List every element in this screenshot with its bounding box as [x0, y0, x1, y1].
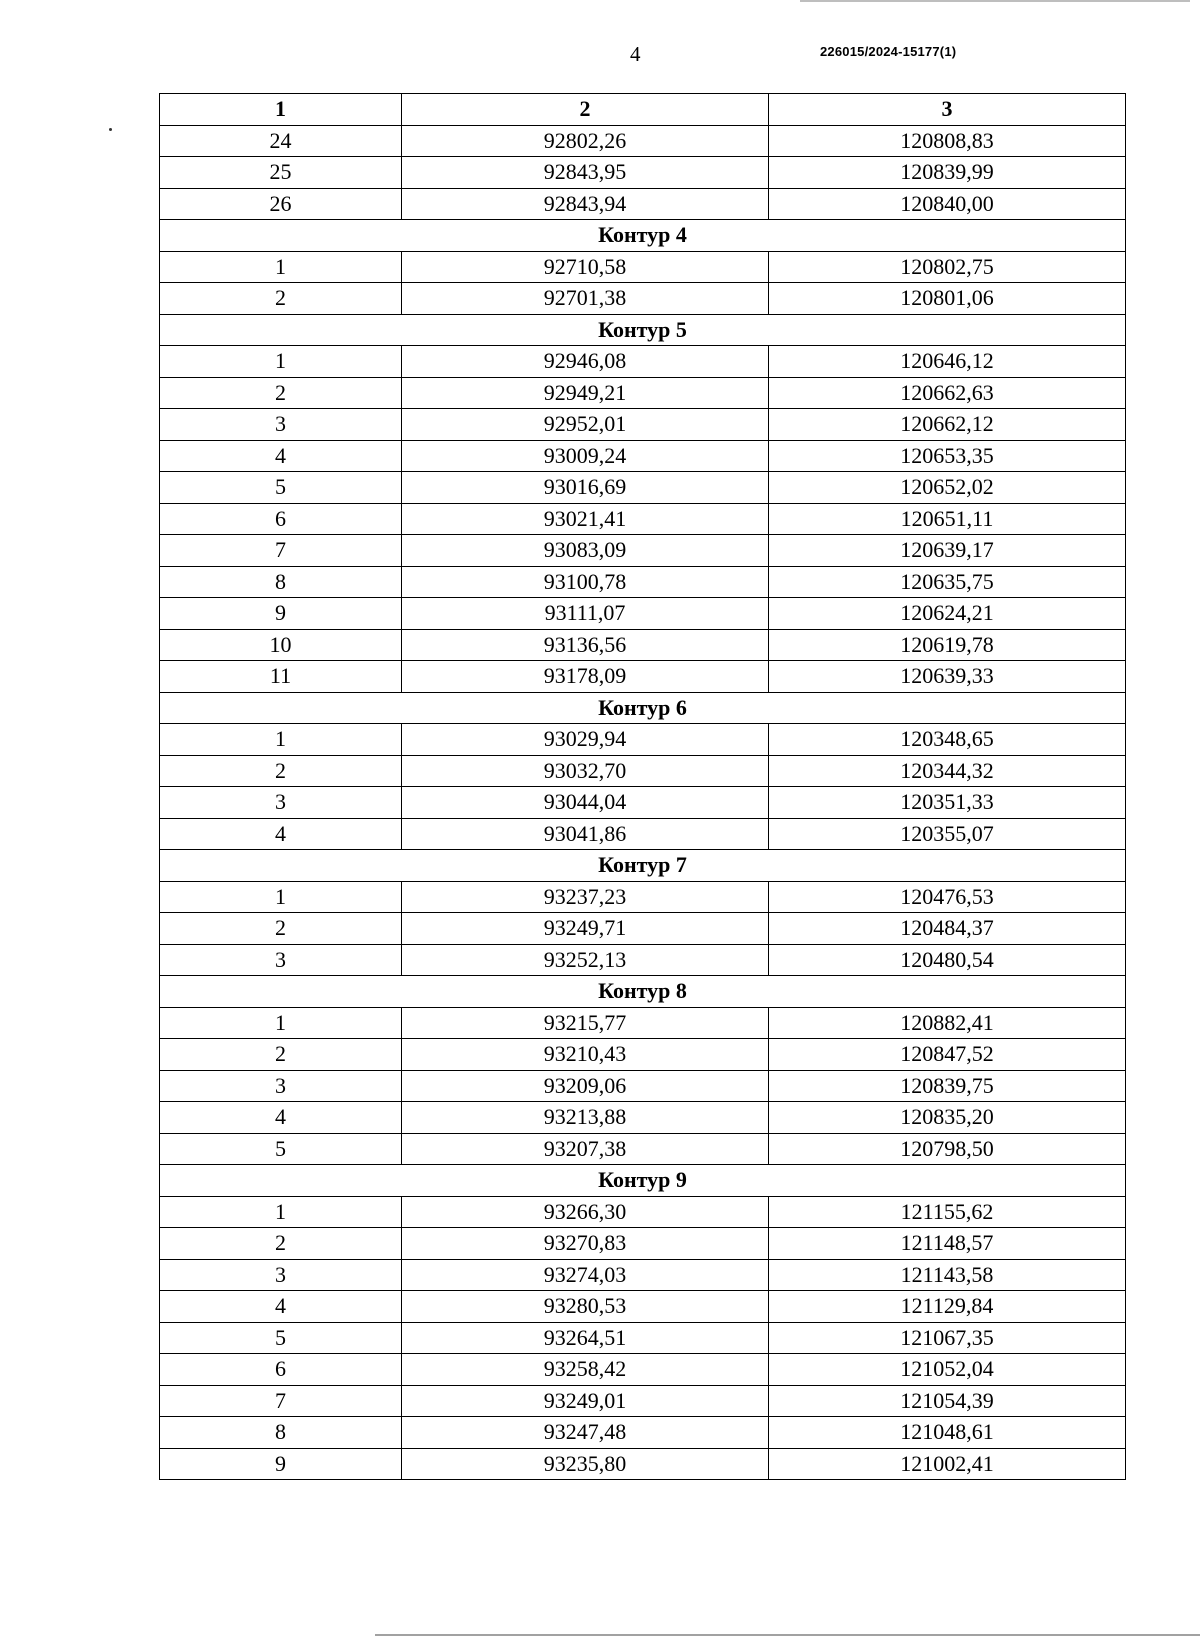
- table-row: [160, 1291, 1126, 1323]
- point-number-cell: 1: [160, 346, 402, 378]
- contour-header-row: [160, 850, 1126, 882]
- x-coordinate-cell: 93021,41: [402, 503, 769, 535]
- point-number-cell: 3: [160, 787, 402, 819]
- y-coordinate-cell: 121129,84: [769, 1291, 1126, 1323]
- point-number-cell: 3: [160, 944, 402, 976]
- point-number-cell: 4: [160, 1291, 402, 1323]
- point-number-cell: 9: [160, 598, 402, 630]
- y-coordinate-cell: 120480,54: [769, 944, 1126, 976]
- y-coordinate-cell: 120624,21: [769, 598, 1126, 630]
- table-row: [160, 818, 1126, 850]
- y-coordinate-cell: 121048,61: [769, 1417, 1126, 1449]
- table-row: [160, 472, 1126, 504]
- table-row: [160, 503, 1126, 535]
- table-row: [160, 944, 1126, 976]
- x-coordinate-cell: 93207,38: [402, 1133, 769, 1165]
- table-row: [160, 1385, 1126, 1417]
- point-number-cell: 4: [160, 440, 402, 472]
- table-row: [160, 1417, 1126, 1449]
- y-coordinate-cell: 120839,75: [769, 1070, 1126, 1102]
- x-coordinate-cell: 93280,53: [402, 1291, 769, 1323]
- table-row: [160, 1259, 1126, 1291]
- point-number-cell: 5: [160, 1322, 402, 1354]
- x-coordinate-cell: 93270,83: [402, 1228, 769, 1260]
- table-row: [160, 535, 1126, 567]
- point-number-cell: 26: [160, 188, 402, 220]
- table-row: [160, 724, 1126, 756]
- x-coordinate-cell: 93009,24: [402, 440, 769, 472]
- table-body: [160, 125, 1126, 1480]
- x-coordinate-cell: 93215,77: [402, 1007, 769, 1039]
- y-coordinate-cell: 120801,06: [769, 283, 1126, 315]
- x-coordinate-cell: 93083,09: [402, 535, 769, 567]
- contour-label: Контур 7: [160, 850, 1126, 882]
- x-coordinate-cell: 93258,42: [402, 1354, 769, 1386]
- contour-header-row: [160, 976, 1126, 1008]
- point-number-cell: 1: [160, 1196, 402, 1228]
- coordinates-table-container: [159, 93, 1125, 1480]
- table-row: [160, 629, 1126, 661]
- point-number-cell: 1: [160, 251, 402, 283]
- y-coordinate-cell: 121054,39: [769, 1385, 1126, 1417]
- contour-label: Контур 8: [160, 976, 1126, 1008]
- y-coordinate-cell: 120662,63: [769, 377, 1126, 409]
- x-coordinate-cell: 93264,51: [402, 1322, 769, 1354]
- table-row: [160, 787, 1126, 819]
- table-row: [160, 1007, 1126, 1039]
- point-number-cell: 7: [160, 535, 402, 567]
- y-coordinate-cell: 121067,35: [769, 1322, 1126, 1354]
- y-coordinate-cell: 121143,58: [769, 1259, 1126, 1291]
- table-row: [160, 755, 1126, 787]
- y-coordinate-cell: 120847,52: [769, 1039, 1126, 1071]
- contour-label: Контур 5: [160, 314, 1126, 346]
- table-row: [160, 1354, 1126, 1386]
- y-coordinate-cell: 120351,33: [769, 787, 1126, 819]
- y-coordinate-cell: 120344,32: [769, 755, 1126, 787]
- table-row: [160, 1322, 1126, 1354]
- y-coordinate-cell: 120662,12: [769, 409, 1126, 441]
- y-coordinate-cell: 120639,17: [769, 535, 1126, 567]
- table-row: [160, 913, 1126, 945]
- y-coordinate-cell: 121002,41: [769, 1448, 1126, 1480]
- x-coordinate-cell: 93247,48: [402, 1417, 769, 1449]
- point-number-cell: 6: [160, 1354, 402, 1386]
- point-number-cell: 9: [160, 1448, 402, 1480]
- y-coordinate-cell: 120355,07: [769, 818, 1126, 850]
- point-number-cell: 25: [160, 157, 402, 189]
- table-row: [160, 1133, 1126, 1165]
- point-number-cell: 1: [160, 1007, 402, 1039]
- x-coordinate-cell: 93249,01: [402, 1385, 769, 1417]
- x-coordinate-cell: 92710,58: [402, 251, 769, 283]
- page-number: 4: [630, 42, 641, 66]
- y-coordinate-cell: 120484,37: [769, 913, 1126, 945]
- x-coordinate-cell: 93136,56: [402, 629, 769, 661]
- point-number-cell: 7: [160, 1385, 402, 1417]
- table-row: [160, 566, 1126, 598]
- point-number-cell: 2: [160, 283, 402, 315]
- point-number-cell: 3: [160, 1259, 402, 1291]
- point-number-cell: 3: [160, 1070, 402, 1102]
- table-row: [160, 1070, 1126, 1102]
- x-coordinate-cell: 93252,13: [402, 944, 769, 976]
- y-coordinate-cell: 120839,99: [769, 157, 1126, 189]
- point-number-cell: 1: [160, 881, 402, 913]
- contour-label: Контур 4: [160, 220, 1126, 252]
- x-coordinate-cell: 93213,88: [402, 1102, 769, 1134]
- point-number-cell: 5: [160, 1133, 402, 1165]
- y-coordinate-cell: 121052,04: [769, 1354, 1126, 1386]
- table-row: [160, 1448, 1126, 1480]
- contour-header-row: [160, 314, 1126, 346]
- y-coordinate-cell: 120639,33: [769, 661, 1126, 693]
- point-number-cell: 11: [160, 661, 402, 693]
- x-coordinate-cell: 92949,21: [402, 377, 769, 409]
- table-row: [160, 598, 1126, 630]
- table-row: [160, 409, 1126, 441]
- y-coordinate-cell: 120651,11: [769, 503, 1126, 535]
- contour-label: Контур 6: [160, 692, 1126, 724]
- x-coordinate-cell: 92843,95: [402, 157, 769, 189]
- x-coordinate-cell: 92701,38: [402, 283, 769, 315]
- point-number-cell: 4: [160, 818, 402, 850]
- x-coordinate-cell: 92843,94: [402, 188, 769, 220]
- x-coordinate-cell: 92802,26: [402, 125, 769, 157]
- table-row: [160, 1228, 1126, 1260]
- point-number-cell: 6: [160, 503, 402, 535]
- x-coordinate-cell: 93032,70: [402, 755, 769, 787]
- column-header-3: 3: [769, 94, 1126, 126]
- x-coordinate-cell: 92952,01: [402, 409, 769, 441]
- x-coordinate-cell: 93029,94: [402, 724, 769, 756]
- y-coordinate-cell: 120808,83: [769, 125, 1126, 157]
- y-coordinate-cell: 120348,65: [769, 724, 1126, 756]
- x-coordinate-cell: 93209,06: [402, 1070, 769, 1102]
- x-coordinate-cell: 93100,78: [402, 566, 769, 598]
- y-coordinate-cell: 120802,75: [769, 251, 1126, 283]
- table-row: [160, 251, 1126, 283]
- x-coordinate-cell: 93044,04: [402, 787, 769, 819]
- y-coordinate-cell: 121155,62: [769, 1196, 1126, 1228]
- table-row: [160, 188, 1126, 220]
- column-header-1: 1: [160, 94, 402, 126]
- contour-header-row: [160, 220, 1126, 252]
- x-coordinate-cell: 93178,09: [402, 661, 769, 693]
- x-coordinate-cell: 93111,07: [402, 598, 769, 630]
- x-coordinate-cell: 93016,69: [402, 472, 769, 504]
- point-number-cell: 2: [160, 913, 402, 945]
- x-coordinate-cell: 93041,86: [402, 818, 769, 850]
- point-number-cell: 4: [160, 1102, 402, 1134]
- scan-speck: [109, 128, 112, 131]
- point-number-cell: 24: [160, 125, 402, 157]
- y-coordinate-cell: 120882,41: [769, 1007, 1126, 1039]
- x-coordinate-cell: 93249,71: [402, 913, 769, 945]
- table-row: [160, 283, 1126, 315]
- y-coordinate-cell: 121148,57: [769, 1228, 1126, 1260]
- point-number-cell: 8: [160, 1417, 402, 1449]
- table-row: [160, 1102, 1126, 1134]
- table-header-row: [160, 94, 1126, 126]
- x-coordinate-cell: 92946,08: [402, 346, 769, 378]
- table-row: [160, 881, 1126, 913]
- x-coordinate-cell: 93210,43: [402, 1039, 769, 1071]
- contour-header-row: [160, 1165, 1126, 1197]
- point-number-cell: 2: [160, 1228, 402, 1260]
- table-row: [160, 157, 1126, 189]
- column-header-2: 2: [402, 94, 769, 126]
- scan-mark-bottom: [375, 1634, 1200, 1636]
- y-coordinate-cell: 120653,35: [769, 440, 1126, 472]
- table-row: [160, 346, 1126, 378]
- y-coordinate-cell: 120635,75: [769, 566, 1126, 598]
- y-coordinate-cell: 120840,00: [769, 188, 1126, 220]
- table-row: [160, 661, 1126, 693]
- y-coordinate-cell: 120476,53: [769, 881, 1126, 913]
- point-number-cell: 5: [160, 472, 402, 504]
- x-coordinate-cell: 93235,80: [402, 1448, 769, 1480]
- y-coordinate-cell: 120798,50: [769, 1133, 1126, 1165]
- contour-label: Контур 9: [160, 1165, 1126, 1197]
- point-number-cell: 1: [160, 724, 402, 756]
- table-row: [160, 440, 1126, 472]
- point-number-cell: 2: [160, 755, 402, 787]
- y-coordinate-cell: 120619,78: [769, 629, 1126, 661]
- table-row: [160, 1039, 1126, 1071]
- table-row: [160, 1196, 1126, 1228]
- table-row: [160, 125, 1126, 157]
- x-coordinate-cell: 93274,03: [402, 1259, 769, 1291]
- document-id: 226015/2024-15177(1): [820, 44, 957, 59]
- point-number-cell: 10: [160, 629, 402, 661]
- point-number-cell: 8: [160, 566, 402, 598]
- scan-mark-top: [800, 0, 1190, 2]
- table-row: [160, 377, 1126, 409]
- y-coordinate-cell: 120646,12: [769, 346, 1126, 378]
- y-coordinate-cell: 120835,20: [769, 1102, 1126, 1134]
- coordinates-table: [159, 93, 1126, 1480]
- x-coordinate-cell: 93237,23: [402, 881, 769, 913]
- y-coordinate-cell: 120652,02: [769, 472, 1126, 504]
- contour-header-row: [160, 692, 1126, 724]
- x-coordinate-cell: 93266,30: [402, 1196, 769, 1228]
- point-number-cell: 2: [160, 377, 402, 409]
- point-number-cell: 2: [160, 1039, 402, 1071]
- point-number-cell: 3: [160, 409, 402, 441]
